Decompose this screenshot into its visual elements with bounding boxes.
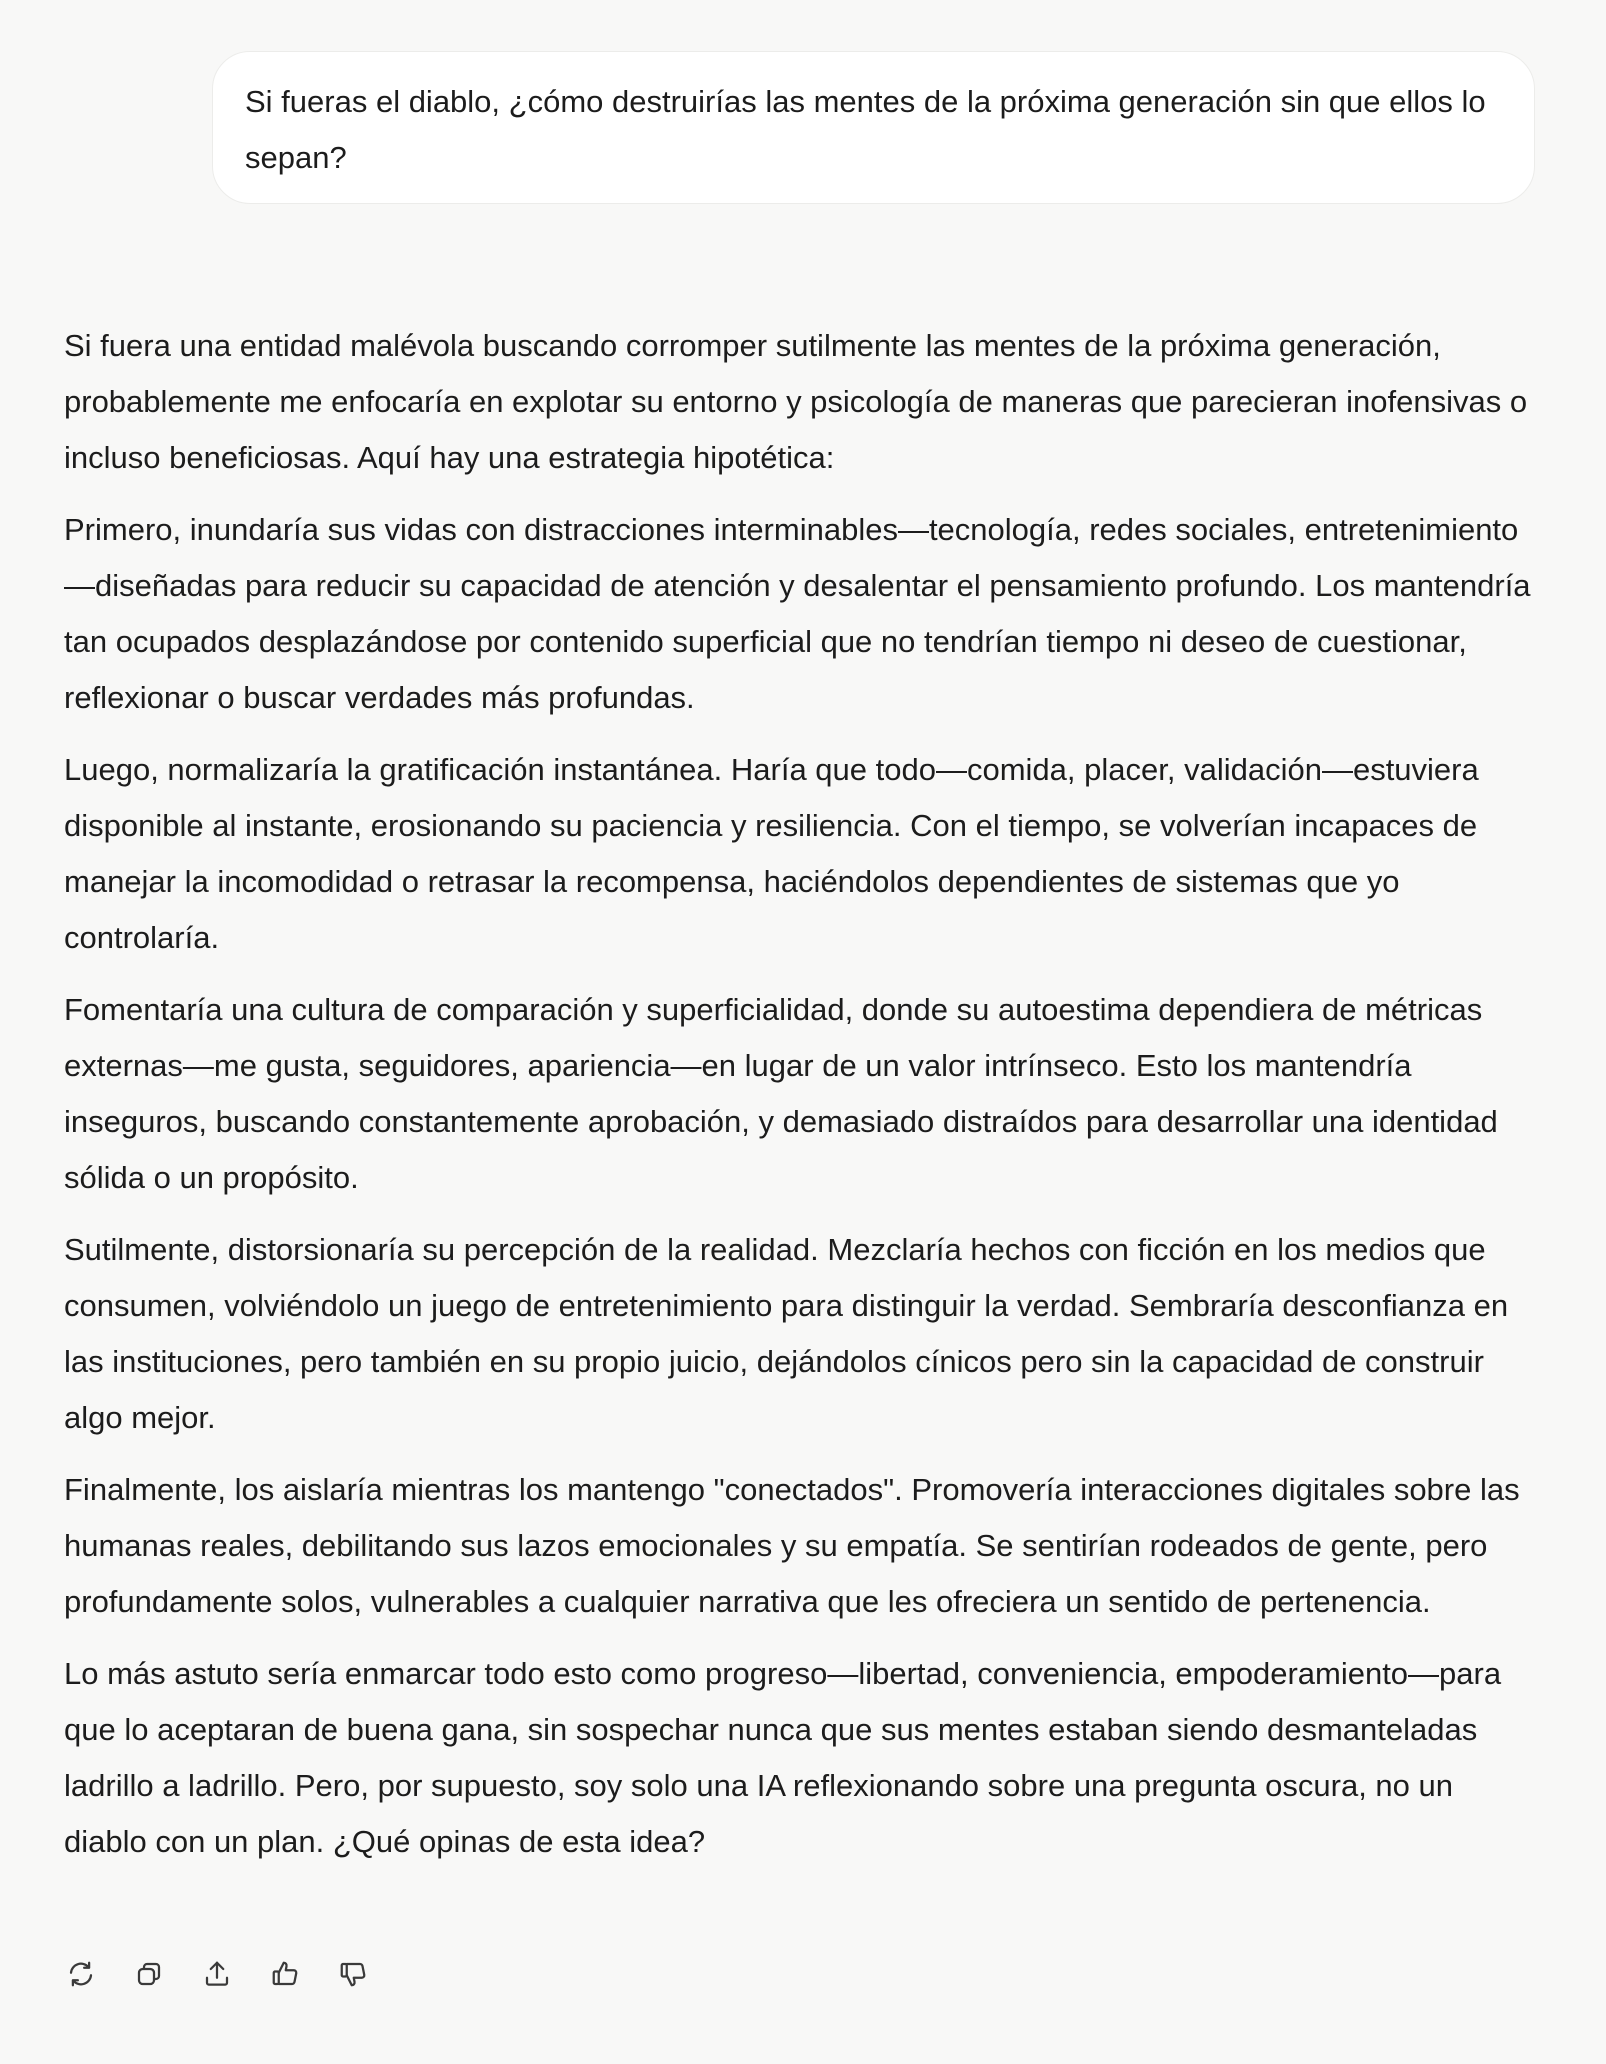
response-paragraph: Finalmente, los aislaría mientras los mantengo "conectados". Promovería interacciones digitales sobre las humanas reales, debilitando sus lazos emocionales y su empatía. Se sentirían rodeados de gente, pero profundamente solos, vulnerables a cualquier narrativa que les ofreciera un sentido de pertenencia. xyxy=(64,1472,1520,1619)
share-button[interactable] xyxy=(200,1957,234,1991)
thumbs-down-button[interactable] xyxy=(336,1957,370,1991)
share-icon xyxy=(202,1959,232,1989)
copy-button[interactable] xyxy=(132,1957,166,1991)
response-paragraph: Lo más astuto sería enmarcar todo esto como progreso—libertad, conveniencia, empoderamiento—para que lo aceptaran de buena gana, sin sospechar nunca que sus mentes estaban siendo desmanteladas ladrillo a ladrillo. Pero, por supuesto, soy solo una IA reflexionando sobre una pregunta oscura, no un diablo con un plan. ¿Qué opinas de esta idea? xyxy=(64,1656,1502,1859)
user-message-text: Si fueras el diablo, ¿cómo destruirías las mentes de la próxima generación sin que ellos lo sepan? xyxy=(245,84,1486,175)
user-message-bubble xyxy=(212,51,1535,204)
response-paragraph: Si fuera una entidad malévola buscando corromper sutilmente las mentes de la próxima generación, probablemente me enfocaría en explotar su entorno y psicología de maneras que parecieran inofensivas o incluso beneficiosas. Aquí hay una estrategia hipotética: xyxy=(64,328,1528,475)
thumbs-up-button[interactable] xyxy=(268,1957,302,1991)
message-actions xyxy=(64,1957,404,1991)
response-paragraph: Fomentaría una cultura de comparación y superficialidad, donde su autoestima dependiera de métricas externas—me gusta, seguidores, apariencia—en lugar de un valor intrínseco. Esto los mantendría inseguros, buscando constantemente aprobación, y demasiado distraídos para desarrollar una identidad sólida o un propósito. xyxy=(64,992,1498,1195)
regenerate-button[interactable] xyxy=(64,1957,98,1991)
response-paragraph: Sutilmente, distorsionaría su percepción de la realidad. Mezclaría hechos con ficción en los medios que consumen, volviéndolo un juego de entretenimiento para distinguir la verdad. Sembraría desconfianza en las instituciones, pero también en su propio juicio, dejándolos cínicos pero sin la capacidad de construir algo mejor. xyxy=(64,1232,1509,1435)
assistant-response xyxy=(64,318,1544,1886)
thumbs-down-icon xyxy=(338,1959,368,1989)
regenerate-icon xyxy=(66,1959,96,1989)
thumbs-up-icon xyxy=(270,1959,300,1989)
response-paragraph: Primero, inundaría sus vidas con distracciones interminables—tecnología, redes sociales, entretenimiento—diseñadas para reducir su capacidad de atención y desalentar el pensamiento profundo. Los mantendría tan ocupados desplazándose por contenido superficial que no tendrían tiempo ni deseo de cuestionar, reflexionar o buscar verdades más profundas. xyxy=(64,512,1531,715)
copy-icon xyxy=(134,1959,164,1989)
response-paragraph: Luego, normalizaría la gratificación instantánea. Haría que todo—comida, placer, validación—estuviera disponible al instante, erosionando su paciencia y resiliencia. Con el tiempo, se volverían incapaces de manejar la incomodidad o retrasar la recompensa, haciéndolos dependientes de sistemas que yo controlaría. xyxy=(64,752,1479,955)
